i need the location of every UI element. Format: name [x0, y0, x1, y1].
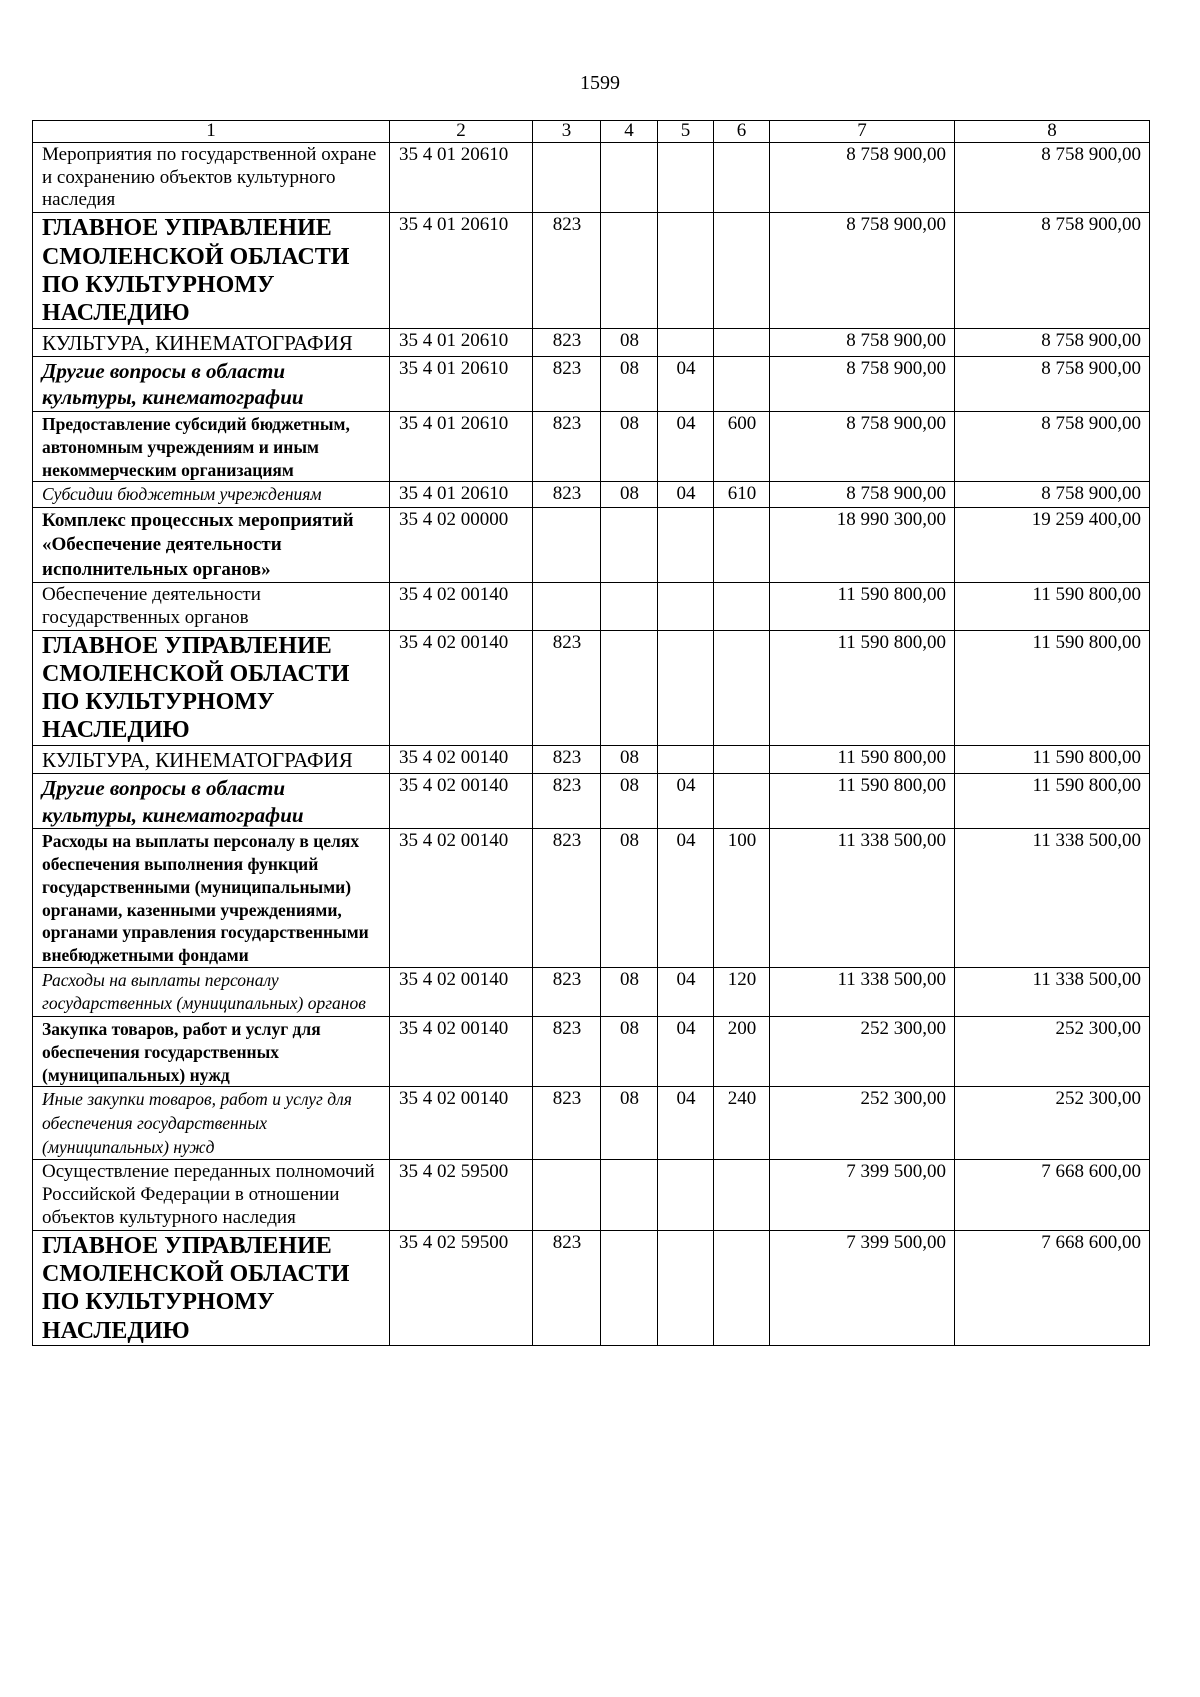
- row-amount-2025-cell: 8 758 900,00: [770, 356, 955, 411]
- row-amount-2025-cell: 11 590 800,00: [770, 630, 955, 745]
- row-ministry-cell: [533, 142, 601, 212]
- row-amount-2026-cell: 19 259 400,00: [955, 507, 1150, 582]
- row-code-cell: 35 4 01 20610: [390, 213, 533, 328]
- row-ministry-cell: 823: [533, 745, 601, 773]
- column-header: 4: [601, 121, 658, 143]
- column-header: 5: [658, 121, 714, 143]
- table-row: [33, 967, 1150, 1016]
- row-section-cell: 08: [601, 967, 658, 1016]
- row-expense-type-cell: [714, 328, 770, 356]
- row-subsection-cell: [658, 328, 714, 356]
- row-expense-type-cell: [714, 213, 770, 328]
- row-code-cell: 35 4 02 00140: [390, 829, 533, 968]
- row-section-cell: [601, 507, 658, 582]
- row-subsection-cell: 04: [658, 829, 714, 968]
- row-name-cell: Мероприятия по государственной охране и сохранению объектов культурного наследия: [33, 142, 390, 212]
- row-amount-2025-cell: 7 399 500,00: [770, 1230, 955, 1345]
- row-code-cell: 35 4 02 59500: [390, 1230, 533, 1345]
- row-name-cell: ГЛАВНОЕ УПРАВЛЕНИЕ СМОЛЕНСКОЙ ОБЛАСТИ ПО КУЛЬТУРНОМУ НАСЛЕДИЮ: [33, 1230, 390, 1345]
- table-row: [33, 630, 1150, 745]
- row-amount-2026-cell: 11 590 800,00: [955, 774, 1150, 829]
- row-amount-2026-cell: 8 758 900,00: [955, 356, 1150, 411]
- row-expense-type-cell: [714, 507, 770, 582]
- row-ministry-cell: 823: [533, 328, 601, 356]
- row-name-cell: Обеспечение деятельности государственных органов: [33, 582, 390, 630]
- row-section-cell: [601, 213, 658, 328]
- row-ministry-cell: 823: [533, 1230, 601, 1345]
- row-subsection-cell: 04: [658, 1087, 714, 1160]
- row-amount-2025-cell: 8 758 900,00: [770, 213, 955, 328]
- row-name-cell: КУЛЬТУРА, КИНЕМАТОГРАФИЯ: [33, 328, 390, 356]
- row-name-cell: Закупка товаров, работ и услуг для обеспечения государственных (муниципальных) нужд: [33, 1017, 390, 1087]
- table-row: [33, 142, 1150, 212]
- column-header: 6: [714, 121, 770, 143]
- row-amount-2026-cell: 252 300,00: [955, 1087, 1150, 1160]
- row-ministry-cell: 823: [533, 412, 601, 482]
- table-row: [33, 582, 1150, 630]
- row-ministry-cell: 823: [533, 356, 601, 411]
- table-row: [33, 1017, 1150, 1087]
- row-amount-2026-cell: 11 338 500,00: [955, 967, 1150, 1016]
- row-section-cell: 08: [601, 356, 658, 411]
- column-header: 7: [770, 121, 955, 143]
- row-subsection-cell: [658, 630, 714, 745]
- row-code-cell: 35 4 02 00000: [390, 507, 533, 582]
- row-code-cell: 35 4 02 59500: [390, 1160, 533, 1230]
- row-expense-type-cell: 100: [714, 829, 770, 968]
- row-subsection-cell: [658, 582, 714, 630]
- table-row: [33, 328, 1150, 356]
- row-amount-2025-cell: 11 338 500,00: [770, 967, 955, 1016]
- row-subsection-cell: [658, 213, 714, 328]
- budget-table: [32, 120, 1150, 1346]
- row-section-cell: 08: [601, 328, 658, 356]
- row-ministry-cell: 823: [533, 630, 601, 745]
- row-code-cell: 35 4 02 00140: [390, 1087, 533, 1160]
- row-section-cell: 08: [601, 412, 658, 482]
- row-name-cell: Осуществление переданных полномочий Российской Федерации в отношении объектов культурного наследия: [33, 1160, 390, 1230]
- row-subsection-cell: 04: [658, 967, 714, 1016]
- row-section-cell: [601, 630, 658, 745]
- table-row: [33, 1160, 1150, 1230]
- row-expense-type-cell: [714, 142, 770, 212]
- row-amount-2026-cell: 8 758 900,00: [955, 482, 1150, 508]
- row-amount-2025-cell: 11 590 800,00: [770, 582, 955, 630]
- column-header: 1: [33, 121, 390, 143]
- row-section-cell: 08: [601, 482, 658, 508]
- row-amount-2026-cell: 7 668 600,00: [955, 1160, 1150, 1230]
- row-ministry-cell: 823: [533, 967, 601, 1016]
- row-ministry-cell: 823: [533, 213, 601, 328]
- row-amount-2025-cell: 11 590 800,00: [770, 745, 955, 773]
- row-expense-type-cell: [714, 1230, 770, 1345]
- table-row: [33, 829, 1150, 968]
- column-header: 8: [955, 121, 1150, 143]
- table-row: [33, 213, 1150, 328]
- row-code-cell: 35 4 01 20610: [390, 482, 533, 508]
- row-ministry-cell: [533, 1160, 601, 1230]
- row-ministry-cell: 823: [533, 1017, 601, 1087]
- row-subsection-cell: [658, 142, 714, 212]
- column-header-row: [33, 121, 1150, 143]
- table-body: [33, 121, 1150, 1346]
- row-code-cell: 35 4 01 20610: [390, 412, 533, 482]
- row-section-cell: 08: [601, 774, 658, 829]
- row-expense-type-cell: 600: [714, 412, 770, 482]
- row-name-cell: Предоставление субсидий бюджетным, автономным учреждениям и иным некоммерческим организациям: [33, 412, 390, 482]
- row-expense-type-cell: [714, 582, 770, 630]
- row-amount-2025-cell: 8 758 900,00: [770, 142, 955, 212]
- row-ministry-cell: 823: [533, 774, 601, 829]
- row-section-cell: [601, 1160, 658, 1230]
- row-name-cell: Расходы на выплаты персоналу в целях обеспечения выполнения функций государственными (муниципальными) органами, казенными учреждениями, органами управления государственными внебюджетными фондами: [33, 829, 390, 968]
- row-amount-2026-cell: 11 338 500,00: [955, 829, 1150, 968]
- row-amount-2025-cell: 8 758 900,00: [770, 482, 955, 508]
- row-name-cell: ГЛАВНОЕ УПРАВЛЕНИЕ СМОЛЕНСКОЙ ОБЛАСТИ ПО КУЛЬТУРНОМУ НАСЛЕДИЮ: [33, 213, 390, 328]
- row-code-cell: 35 4 02 00140: [390, 745, 533, 773]
- table-row: [33, 356, 1150, 411]
- row-amount-2025-cell: 11 338 500,00: [770, 829, 955, 968]
- row-amount-2025-cell: 8 758 900,00: [770, 412, 955, 482]
- row-amount-2026-cell: 8 758 900,00: [955, 213, 1150, 328]
- table-row: [33, 412, 1150, 482]
- row-subsection-cell: [658, 1160, 714, 1230]
- row-amount-2025-cell: 7 399 500,00: [770, 1160, 955, 1230]
- row-name-cell: Иные закупки товаров, работ и услуг для обеспечения государственных (муниципальных) нужд: [33, 1087, 390, 1160]
- row-amount-2025-cell: 18 990 300,00: [770, 507, 955, 582]
- row-name-cell: Комплекс процессных мероприятий «Обеспечение деятельности исполнительных органов»: [33, 507, 390, 582]
- row-name-cell: КУЛЬТУРА, КИНЕМАТОГРАФИЯ: [33, 745, 390, 773]
- table-row: [33, 774, 1150, 829]
- row-expense-type-cell: [714, 356, 770, 411]
- row-subsection-cell: [658, 507, 714, 582]
- row-section-cell: [601, 582, 658, 630]
- row-amount-2025-cell: 252 300,00: [770, 1017, 955, 1087]
- row-amount-2025-cell: 11 590 800,00: [770, 774, 955, 829]
- row-section-cell: 08: [601, 1017, 658, 1087]
- row-code-cell: 35 4 01 20610: [390, 142, 533, 212]
- row-name-cell: ГЛАВНОЕ УПРАВЛЕНИЕ СМОЛЕНСКОЙ ОБЛАСТИ ПО КУЛЬТУРНОМУ НАСЛЕДИЮ: [33, 630, 390, 745]
- row-name-cell: Другие вопросы в области культуры, кинематографии: [33, 356, 390, 411]
- row-code-cell: 35 4 01 20610: [390, 356, 533, 411]
- row-code-cell: 35 4 02 00140: [390, 774, 533, 829]
- row-amount-2026-cell: 11 590 800,00: [955, 745, 1150, 773]
- row-amount-2025-cell: 252 300,00: [770, 1087, 955, 1160]
- row-section-cell: 08: [601, 745, 658, 773]
- row-expense-type-cell: 200: [714, 1017, 770, 1087]
- row-subsection-cell: 04: [658, 1017, 714, 1087]
- row-section-cell: 08: [601, 829, 658, 968]
- row-amount-2026-cell: 8 758 900,00: [955, 328, 1150, 356]
- row-subsection-cell: 04: [658, 356, 714, 411]
- row-code-cell: 35 4 01 20610: [390, 328, 533, 356]
- row-subsection-cell: 04: [658, 412, 714, 482]
- row-section-cell: 08: [601, 1087, 658, 1160]
- row-expense-type-cell: 240: [714, 1087, 770, 1160]
- row-amount-2025-cell: 8 758 900,00: [770, 328, 955, 356]
- table-row: [33, 745, 1150, 773]
- row-name-cell: Субсидии бюджетным учреждениям: [33, 482, 390, 508]
- row-expense-type-cell: [714, 1160, 770, 1230]
- row-amount-2026-cell: 11 590 800,00: [955, 582, 1150, 630]
- row-code-cell: 35 4 02 00140: [390, 967, 533, 1016]
- row-ministry-cell: 823: [533, 482, 601, 508]
- row-subsection-cell: 04: [658, 774, 714, 829]
- table-row: [33, 1230, 1150, 1345]
- row-subsection-cell: [658, 745, 714, 773]
- row-code-cell: 35 4 02 00140: [390, 582, 533, 630]
- row-expense-type-cell: [714, 745, 770, 773]
- row-ministry-cell: 823: [533, 829, 601, 968]
- row-amount-2026-cell: 8 758 900,00: [955, 412, 1150, 482]
- row-code-cell: 35 4 02 00140: [390, 1017, 533, 1087]
- row-section-cell: [601, 142, 658, 212]
- row-ministry-cell: [533, 507, 601, 582]
- table-row: [33, 482, 1150, 508]
- row-expense-type-cell: 120: [714, 967, 770, 1016]
- row-section-cell: [601, 1230, 658, 1345]
- row-code-cell: 35 4 02 00140: [390, 630, 533, 745]
- row-name-cell: Другие вопросы в области культуры, кинематографии: [33, 774, 390, 829]
- row-expense-type-cell: [714, 630, 770, 745]
- page-number: 1599: [580, 72, 620, 94]
- row-amount-2026-cell: 252 300,00: [955, 1017, 1150, 1087]
- row-name-cell: Расходы на выплаты персоналу государственных (муниципальных) органов: [33, 967, 390, 1016]
- row-subsection-cell: 04: [658, 482, 714, 508]
- column-header: 3: [533, 121, 601, 143]
- row-amount-2026-cell: 7 668 600,00: [955, 1230, 1150, 1345]
- row-amount-2026-cell: 8 758 900,00: [955, 142, 1150, 212]
- table-row: [33, 1087, 1150, 1160]
- row-expense-type-cell: 610: [714, 482, 770, 508]
- column-header: 2: [390, 121, 533, 143]
- row-amount-2026-cell: 11 590 800,00: [955, 630, 1150, 745]
- row-expense-type-cell: [714, 774, 770, 829]
- table-row: [33, 507, 1150, 582]
- row-ministry-cell: [533, 582, 601, 630]
- row-ministry-cell: 823: [533, 1087, 601, 1160]
- row-subsection-cell: [658, 1230, 714, 1345]
